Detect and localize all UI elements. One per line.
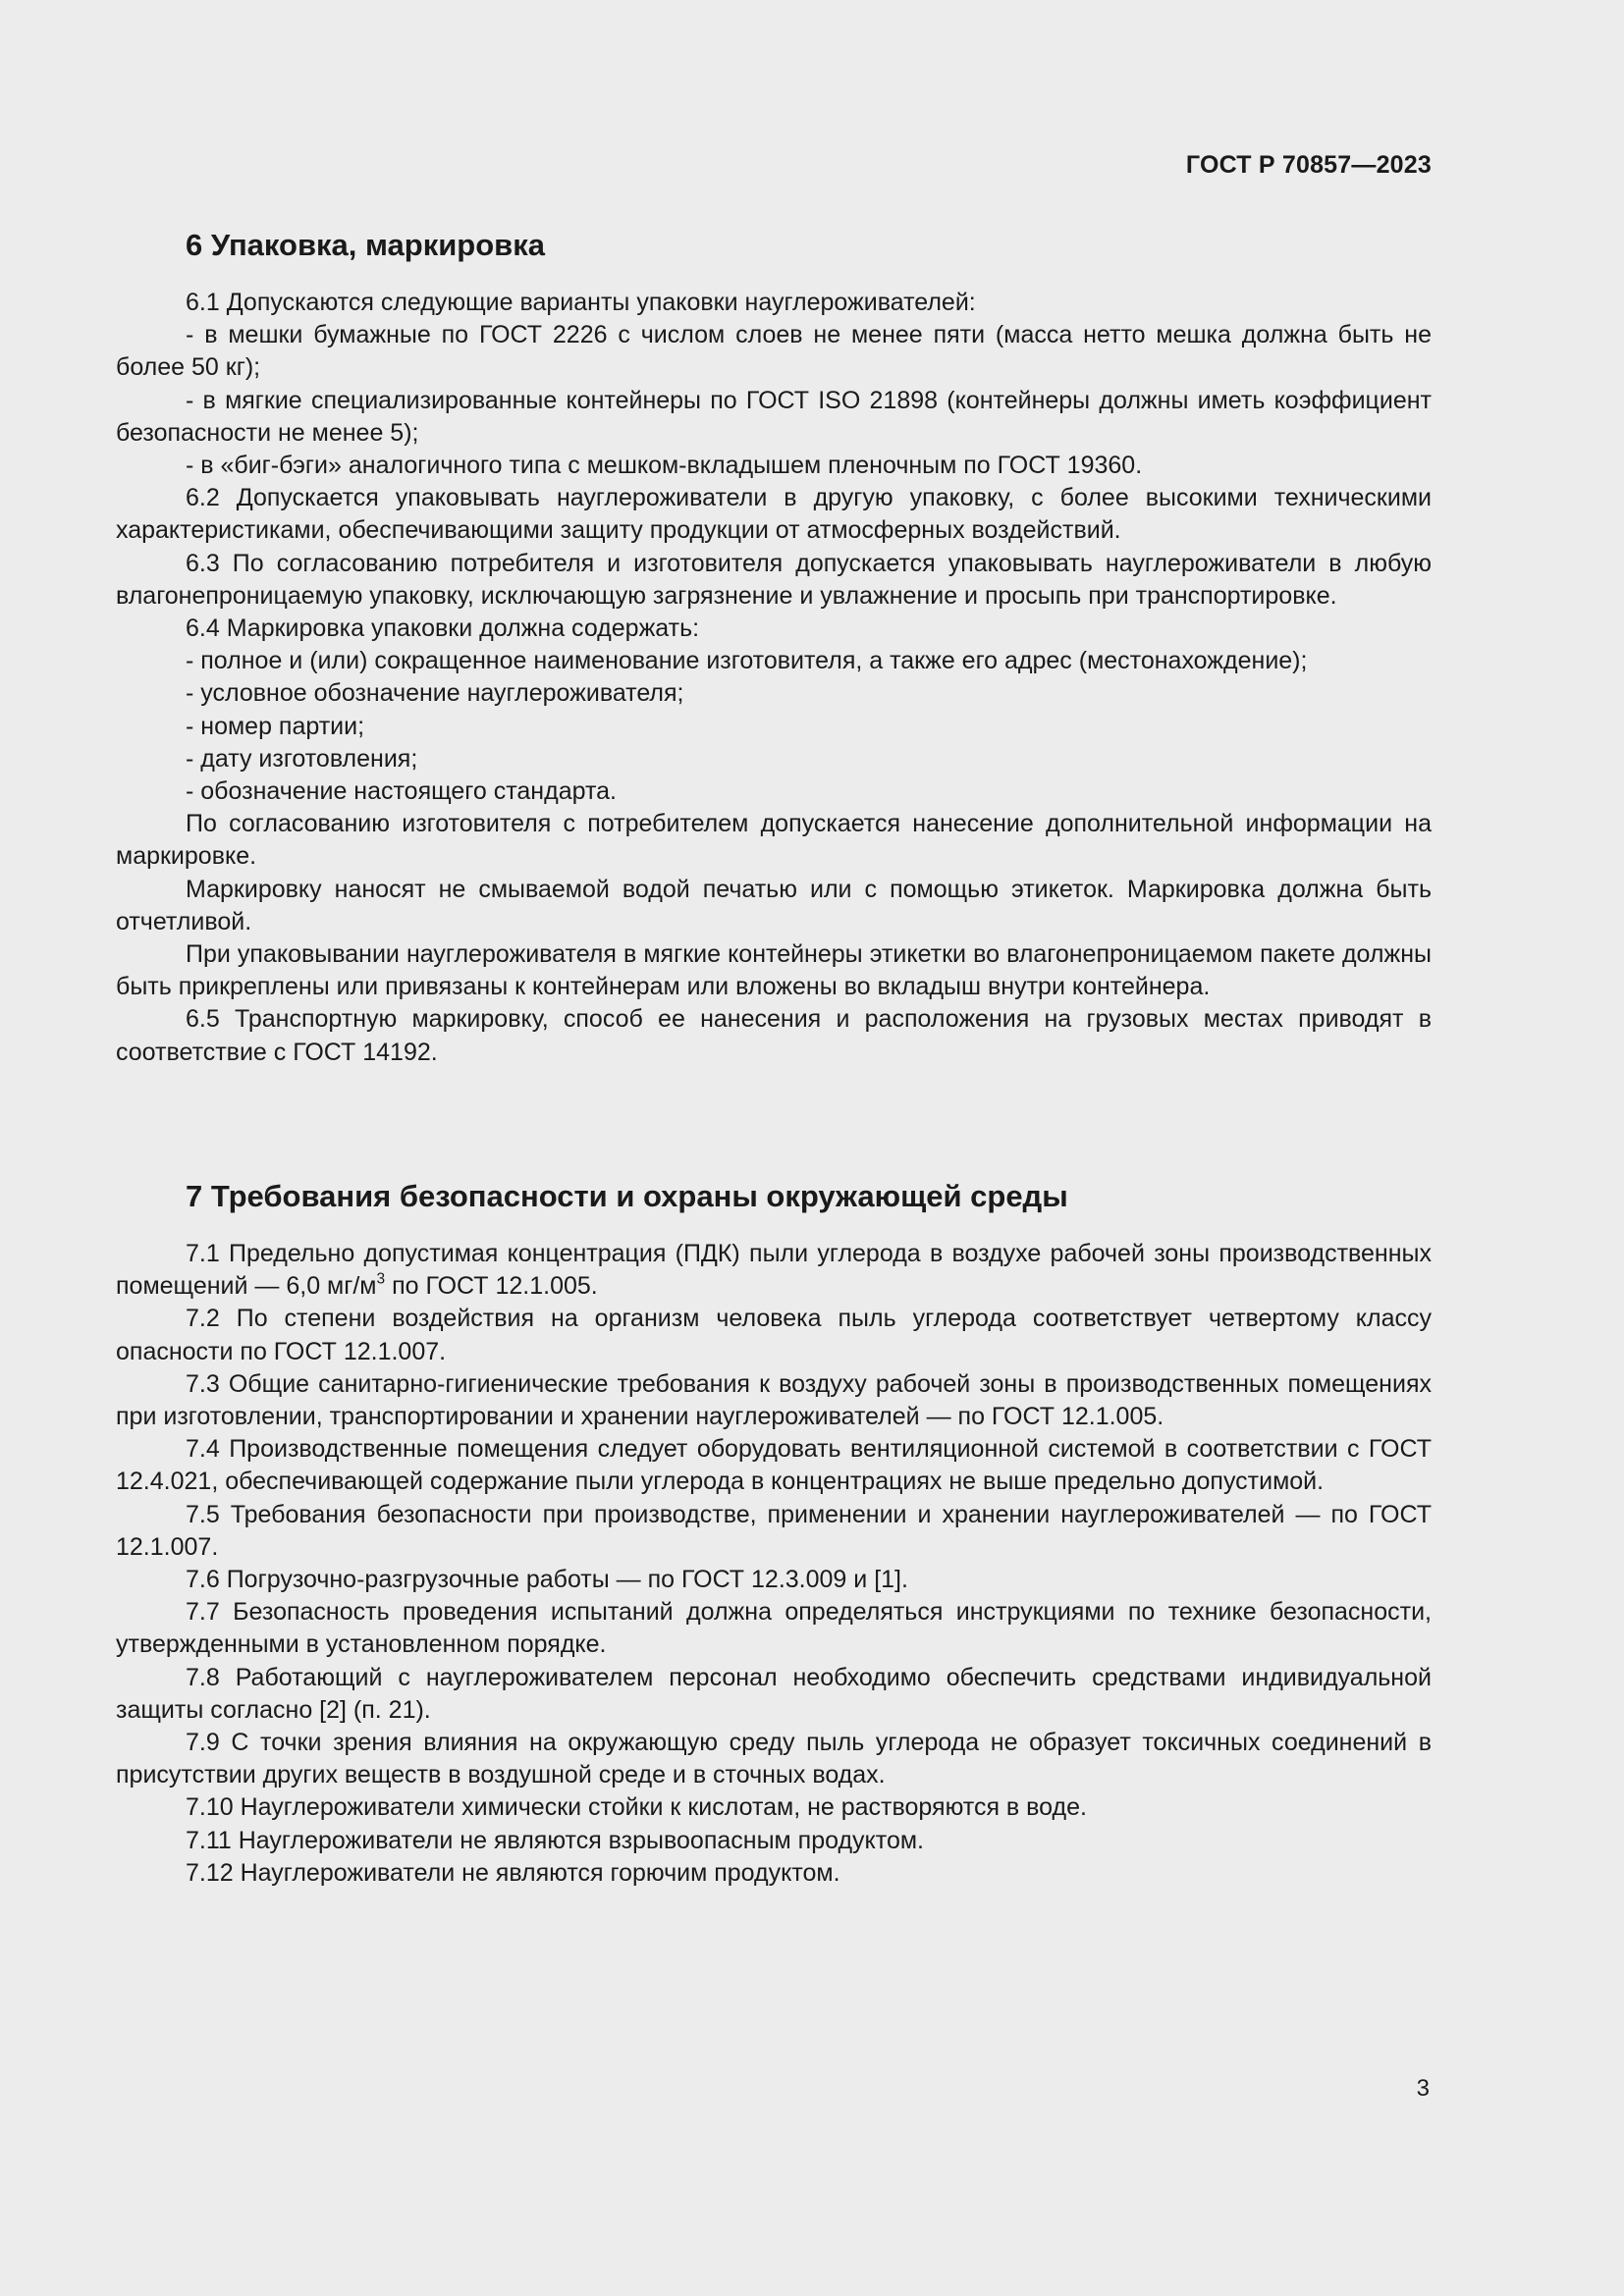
section-7-body bbox=[116, 1238, 1432, 1890]
paragraph-6-1: 6.1 Допускаются следующие варианты упаковки науглероживателей: bbox=[186, 289, 976, 316]
section-7-heading: 7 Требования безопасности и охраны окружающей среды bbox=[186, 1179, 1068, 1213]
list-item-designation: - условное обозначение науглероживателя; bbox=[186, 679, 684, 708]
paragraph-7-7: 7.7 Безопасность проведения испытаний должна определяться инструкциями по технике безопасности, утвержденными в установленном порядке. bbox=[116, 1598, 1432, 1659]
document-code: ГОСТ Р 70857—2023 bbox=[1185, 151, 1432, 179]
list-item-batch-number: - номер партии; bbox=[186, 712, 365, 740]
paragraph-7-4: 7.4 Производственные помещения следует оборудовать вентиляционной системой в соответствии с ГОСТ 12.4.021, обеспечивающей содержание пыли углерода в концентрациях не выше предельно допустимой. bbox=[116, 1435, 1432, 1496]
paragraph-soft-container-labels: При упаковывании науглероживателя в мягкие контейнеры этикетки во влагонепроницаемом пакете должны быть прикреплены или привязаны к контейнерам или вложены во вкладыш внутри контейнера. bbox=[116, 940, 1432, 1001]
paragraph-6-4: 6.4 Маркировка упаковки должна содержать: bbox=[186, 614, 700, 643]
paragraph-7-3: 7.3 Общие санитарно-гигиенические требования к воздуху рабочей зоны в производственных помещениях при изготовлении, транспортировании и хранении науглероживателей — по ГОСТ 12.1.005. bbox=[116, 1369, 1432, 1431]
paragraph-additional-info: По согласованию изготовителя с потребителем допускается нанесение дополнительной информации на маркировке. bbox=[116, 810, 1432, 871]
list-item-paper-bags: - в мешки бумажные по ГОСТ 2226 с числом слоев не менее пяти (масса нетто мешка должна быть не более 50 кг); bbox=[116, 321, 1432, 382]
paragraph-6-5: 6.5 Транспортную маркировку, способ ее нанесения и расположения на грузовых местах приводят в соответствие с ГОСТ 14192. bbox=[116, 1005, 1432, 1066]
paragraph-7-6: 7.6 Погрузочно-разгрузочные работы — по ГОСТ 12.3.009 и [1]. bbox=[186, 1566, 908, 1594]
list-item-soft-containers: - в мягкие специализированные контейнеры по ГОСТ ISO 21898 (контейнеры должны иметь коэффициент безопасности не менее 5); bbox=[116, 386, 1432, 447]
list-item-manufacturer-name: - полное и (или) сокращенное наименование изготовителя, а также его адрес (местонахождение); bbox=[186, 647, 1308, 675]
list-item-big-bags: - в «биг-бэги» аналогичного типа с мешком-вкладышем пленочным по ГОСТ 19360. bbox=[186, 452, 1143, 480]
paragraph-7-8: 7.8 Работающий с науглероживателем персонал необходимо обеспечить средствами индивидуальной защиты согласно [2] (п. 21). bbox=[116, 1663, 1432, 1724]
section-6 bbox=[116, 228, 1432, 1069]
page-number: 3 bbox=[1416, 2075, 1430, 2102]
paragraph-7-10: 7.10 Науглероживатели химически стойки к кислотам, не растворяются в воде. bbox=[186, 1793, 1087, 1822]
section-6-body bbox=[116, 287, 1432, 1069]
paragraph-7-2: 7.2 По степени воздействия на организм человека пыль углерода соответствует четвертому классу опасности по ГОСТ 12.1.007. bbox=[116, 1305, 1432, 1365]
paragraph-marking-method: Маркировку наносят не смываемой водой печатью или с помощью этикеток. Маркировка должна быть отчетливой. bbox=[116, 875, 1432, 935]
paragraph-7-12: 7.12 Науглероживатели не являются горючим продуктом. bbox=[186, 1858, 840, 1887]
paragraph-7-9: 7.9 С точки зрения влияния на окружающую среду пыль углерода не образует токсичных соединений в присутствии других веществ в воздушной среде и в сточных водах. bbox=[116, 1729, 1432, 1789]
paragraph-6-2: 6.2 Допускается упаковывать науглероживатели в другую упаковку, с более высокими техническими характеристиками, обеспечивающими защиту продукции от атмосферных воздействий. bbox=[116, 484, 1432, 545]
section-7 bbox=[116, 1179, 1432, 1890]
list-item-standard-designation: - обозначение настоящего стандарта. bbox=[186, 777, 617, 806]
paragraph-7-5: 7.5 Требования безопасности при производстве, применении и хранении науглероживателей — по ГОСТ 12.1.007. bbox=[116, 1500, 1432, 1561]
paragraph-7-11: 7.11 Науглероживатели не являются взрывоопасным продуктом. bbox=[186, 1826, 924, 1854]
paragraph-6-3: 6.3 По согласованию потребителя и изготовителя допускается упаковывать науглероживатели в любую влагонепроницаемую упаковку, исключающую загрязнение и увлажнение и просыпь при транспортировке. bbox=[116, 549, 1432, 610]
list-item-manufacture-date: - дату изготовления; bbox=[186, 744, 418, 773]
paragraph-7-1: 7.1 Предельно допустимая концентрация (ПДК) пыли углерода в воздухе рабочей зоны производственных помещений — 6,0 $мг/м^3$ по ГОСТ 12.1.005. bbox=[116, 1240, 1432, 1301]
section-6-heading: 6 Упаковка, маркировка bbox=[186, 228, 545, 262]
